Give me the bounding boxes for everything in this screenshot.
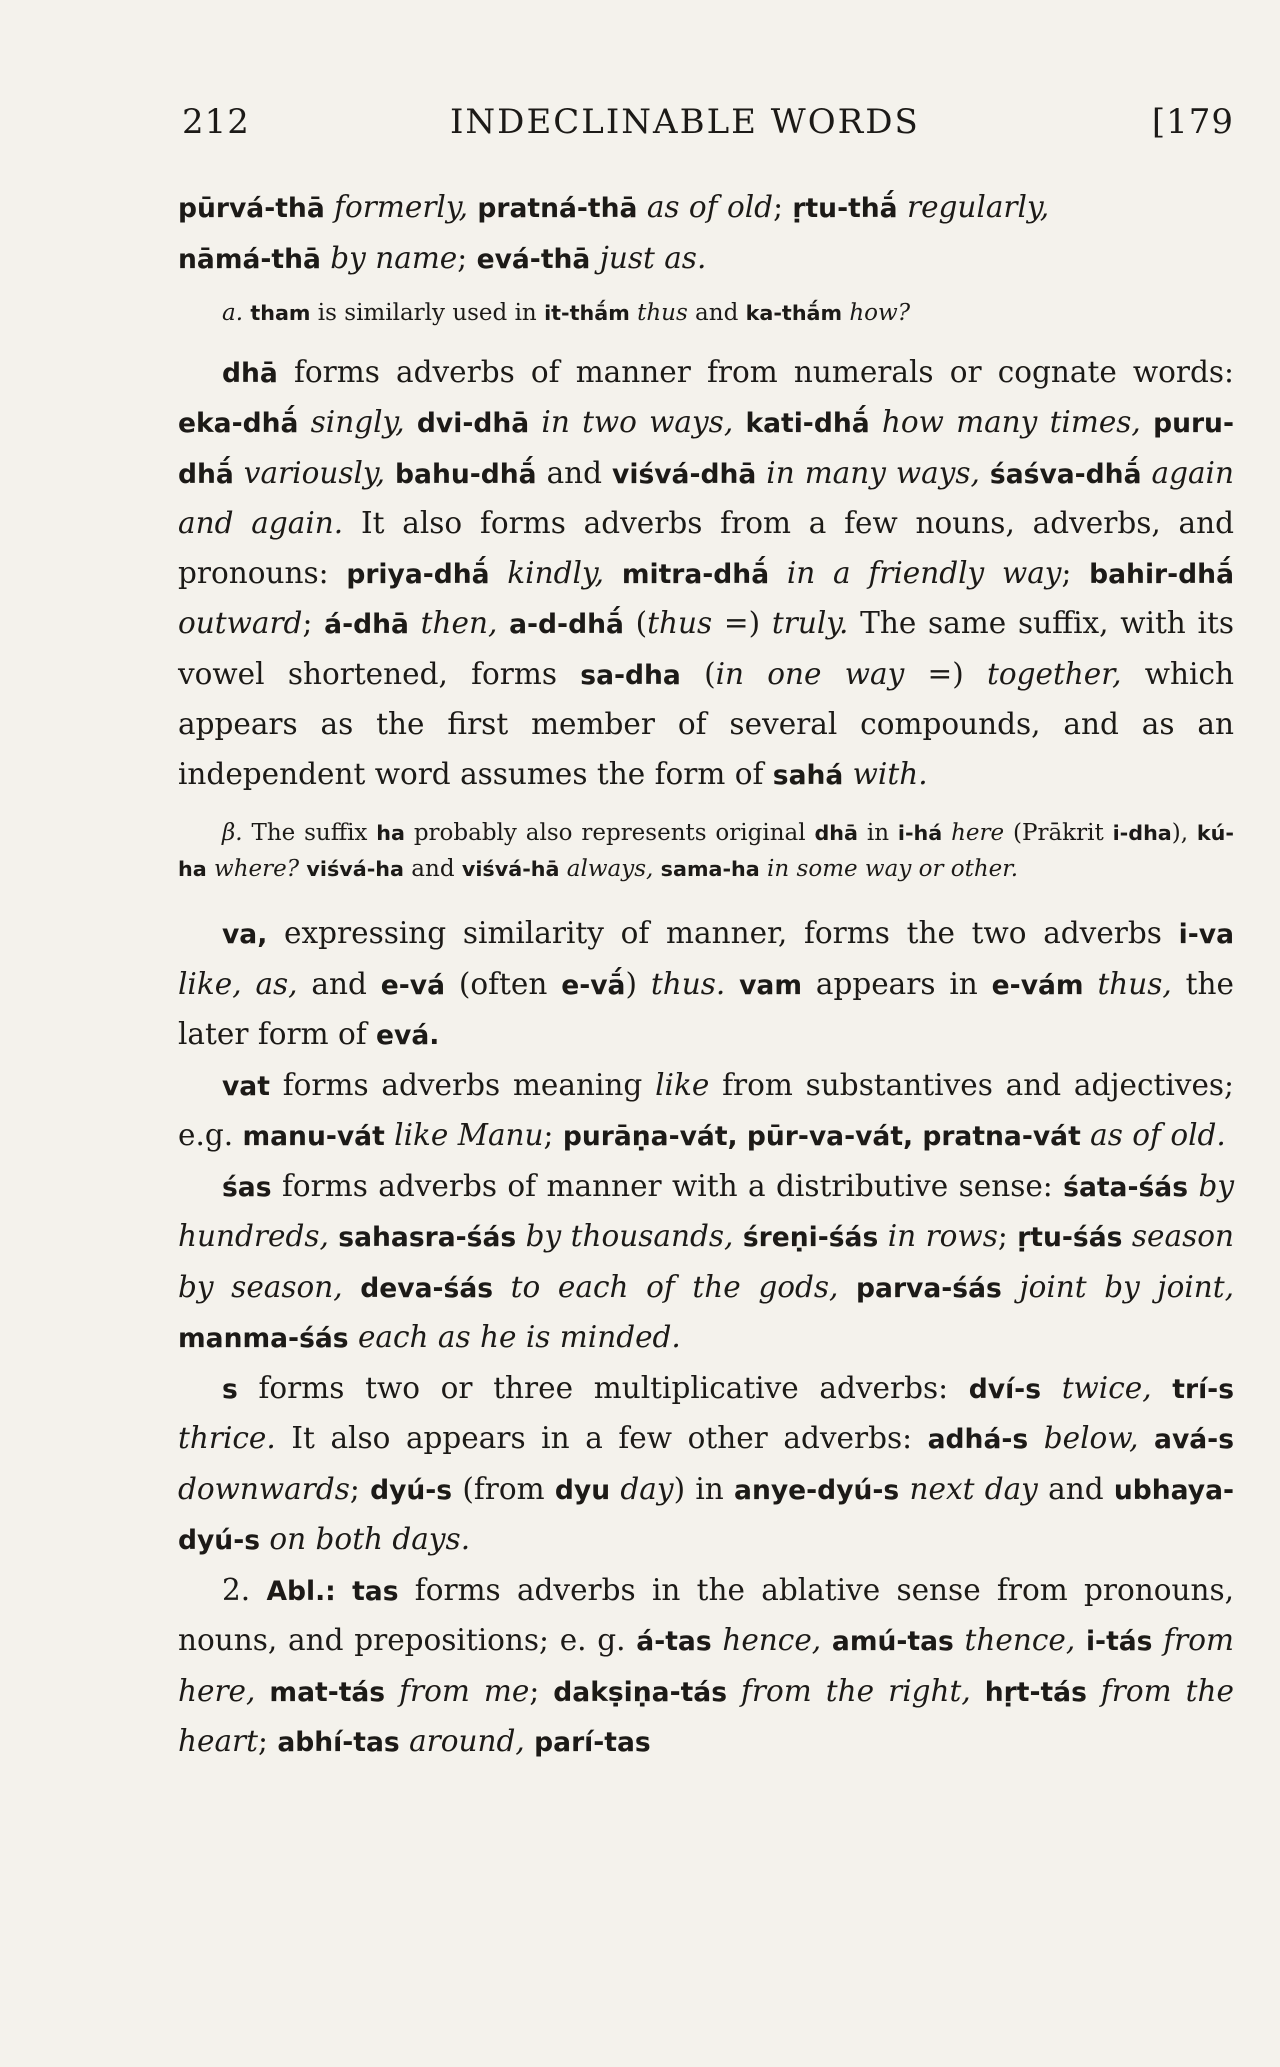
text-run: the later form of bbox=[178, 966, 1234, 1051]
gloss: below, bbox=[1028, 1421, 1139, 1455]
gloss: in rows bbox=[878, 1219, 998, 1253]
gloss: just as. bbox=[590, 240, 707, 275]
sanskrit-term: mitra-dhā́ bbox=[621, 558, 770, 590]
sanskrit-term: ṛtu-thā́ bbox=[792, 193, 898, 224]
text-run: The same suffix, with its vowel shortened, forms bbox=[178, 606, 1234, 691]
sanskrit-term: Abl.: bbox=[266, 1575, 336, 1607]
text-run: (from bbox=[452, 1471, 555, 1506]
text-run: ; bbox=[349, 1471, 371, 1506]
text-run: ) bbox=[625, 966, 651, 1001]
gloss: from the right, bbox=[727, 1673, 971, 1708]
text-run bbox=[838, 1270, 856, 1304]
gloss: thus = bbox=[647, 606, 749, 640]
paragraph-tha-examples-cont bbox=[178, 234, 1234, 285]
sanskrit-term: tham bbox=[250, 301, 311, 325]
sanskrit-term: priya-dhā́ bbox=[346, 558, 490, 590]
sanskrit-term: śas bbox=[222, 1171, 272, 1203]
gloss: thus bbox=[629, 300, 688, 326]
sanskrit-term: pratná-thā bbox=[477, 193, 638, 224]
text-run: forms adverbs in the ablative sense from pronouns, nouns, and prepositions; e. g. bbox=[178, 1572, 1234, 1657]
text-run bbox=[497, 606, 509, 640]
text-run: ; bbox=[529, 1673, 554, 1708]
text-run: ; bbox=[1061, 555, 1090, 590]
paragraph-dha bbox=[178, 348, 1234, 801]
gloss: season by season, bbox=[178, 1219, 1234, 1304]
sanskrit-term: i-há bbox=[897, 821, 943, 845]
sanskrit-term: ṛtu-śás bbox=[1017, 1222, 1123, 1253]
section-number: [179 bbox=[1151, 102, 1234, 142]
sanskrit-term: abhí-tas bbox=[277, 1727, 400, 1758]
gloss: β. bbox=[222, 820, 243, 846]
text-run: ; bbox=[258, 1724, 278, 1758]
gloss: outward bbox=[178, 606, 303, 640]
text-run: from substantives and adjectives; e.g. bbox=[178, 1067, 1234, 1152]
sanskrit-term: śaśva-dhā́ bbox=[989, 458, 1142, 490]
gloss: to each of the gods, bbox=[493, 1269, 839, 1304]
text-run: 2. bbox=[222, 1572, 267, 1607]
page-number: 212 bbox=[182, 102, 250, 142]
sanskrit-term: deva-śás bbox=[360, 1272, 494, 1304]
gloss: how many times, bbox=[869, 405, 1141, 439]
gloss: by hundreds, bbox=[178, 1168, 1234, 1253]
gloss: with. bbox=[843, 756, 928, 791]
text-run: in bbox=[857, 820, 898, 846]
gloss: singly, bbox=[298, 405, 405, 439]
text-run bbox=[468, 190, 477, 224]
paragraph-tha-examples bbox=[178, 183, 1234, 234]
sanskrit-term: evá-thā bbox=[476, 243, 591, 275]
sanskrit-term: trí-s bbox=[1172, 1373, 1234, 1405]
sanskrit-term: e-vá bbox=[380, 969, 445, 1001]
gloss: thus, bbox=[1083, 966, 1172, 1001]
text-run: It also forms adverbs from a few nouns, adverbs, and pronouns: bbox=[178, 506, 1234, 590]
running-header bbox=[182, 102, 1234, 152]
sanskrit-term: bahu-dhā́ bbox=[395, 458, 537, 490]
gloss: always, bbox=[559, 855, 654, 882]
sanskrit-term: va, bbox=[222, 919, 268, 950]
sanskrit-term: dyu bbox=[554, 1474, 611, 1506]
text-run bbox=[733, 1219, 742, 1253]
gloss: in one way = bbox=[715, 656, 953, 691]
text-run: (often bbox=[445, 966, 562, 1001]
text-run: ; bbox=[997, 1219, 1018, 1253]
text-run: (Prākrit bbox=[1004, 820, 1113, 846]
gloss: joint by joint, bbox=[1001, 1269, 1235, 1304]
text-run bbox=[1075, 1623, 1086, 1657]
gloss: kindly, bbox=[489, 555, 605, 590]
text-run: expressing similarity of manner, forms the two adverbs bbox=[267, 916, 1179, 950]
text-run bbox=[343, 1270, 361, 1304]
sanskrit-term: sa-dha bbox=[580, 659, 681, 691]
text-run: forms two or three multiplicative adverbs: bbox=[237, 1370, 969, 1405]
sanskrit-term: ka-thā́m bbox=[745, 301, 843, 325]
running-title: INDECLINABLE WORDS bbox=[450, 102, 920, 142]
sanskrit-term: mat-tás bbox=[269, 1676, 386, 1708]
gloss: together, bbox=[987, 656, 1122, 691]
sanskrit-term: á-tas bbox=[636, 1626, 712, 1657]
paragraph-s bbox=[178, 1364, 1234, 1566]
sanskrit-term: á-dhā bbox=[324, 609, 409, 640]
text-run: forms adverbs meaning bbox=[269, 1067, 656, 1102]
text-run bbox=[405, 405, 417, 439]
gloss: on both days. bbox=[260, 1522, 471, 1556]
page-body bbox=[178, 183, 1234, 1768]
sanskrit-term: manma-śás bbox=[178, 1323, 349, 1354]
text-run bbox=[971, 1674, 985, 1708]
gloss: thus. bbox=[650, 966, 726, 1001]
sanskrit-term: nāmá-thā bbox=[178, 243, 321, 275]
text-run bbox=[604, 556, 622, 590]
sanskrit-term: parí-tas bbox=[534, 1727, 651, 1758]
gloss: downwards bbox=[178, 1471, 350, 1506]
gloss: like bbox=[655, 1067, 710, 1102]
sanskrit-term: sahá bbox=[772, 759, 844, 791]
paragraph-sas bbox=[178, 1162, 1234, 1364]
gloss: thence, bbox=[953, 1623, 1076, 1657]
text-run bbox=[725, 967, 739, 1001]
gloss: thrice. bbox=[178, 1421, 276, 1455]
gloss: where? bbox=[206, 855, 300, 882]
sanskrit-term: vam bbox=[739, 969, 802, 1001]
gloss: around, bbox=[399, 1724, 525, 1758]
text-run: ( bbox=[623, 606, 648, 640]
text-run: The suffix bbox=[242, 820, 377, 846]
sanskrit-term: sama-ha bbox=[660, 856, 760, 881]
text-run bbox=[525, 1724, 534, 1758]
paragraph-va bbox=[178, 909, 1234, 1061]
sanskrit-term: avá-s bbox=[1154, 1424, 1234, 1455]
sanskrit-term: tas bbox=[352, 1575, 399, 1607]
sanskrit-term: dhā bbox=[222, 357, 278, 389]
sanskrit-term: kati-dhā́ bbox=[745, 408, 870, 439]
gloss: hence, bbox=[711, 1623, 822, 1657]
sanskrit-term: ubhaya-dyú-s bbox=[178, 1474, 1235, 1556]
text-run: appears in bbox=[802, 966, 992, 1001]
gloss: truly. bbox=[771, 606, 849, 640]
gloss: like, as, bbox=[178, 966, 298, 1001]
text-run: is similarly used in bbox=[310, 300, 545, 326]
text-run bbox=[980, 456, 990, 490]
text-run: ( bbox=[680, 656, 716, 691]
text-run bbox=[653, 856, 660, 882]
gloss: again and again. bbox=[178, 455, 1234, 540]
text-run: ) bbox=[952, 656, 987, 691]
text-run: probably also represents original bbox=[404, 820, 815, 846]
sanskrit-term: a-d-dhā́ bbox=[509, 609, 624, 640]
gloss: in two ways, bbox=[529, 405, 734, 439]
sanskrit-term: amú-tas bbox=[831, 1626, 954, 1657]
text-run: and bbox=[1037, 1471, 1114, 1506]
text-run: ; bbox=[773, 190, 793, 224]
sanskrit-term: s bbox=[222, 1373, 238, 1405]
text-run: which appears as the first member of several compounds, and as an independent word assumes the form of bbox=[178, 656, 1234, 791]
text-run bbox=[329, 1219, 338, 1253]
text-run bbox=[1138, 1421, 1154, 1455]
sanskrit-term: parva-śás bbox=[856, 1272, 1002, 1304]
gloss: by name bbox=[320, 240, 458, 275]
text-run bbox=[255, 1674, 269, 1708]
sanskrit-term: eka-dhā́ bbox=[178, 408, 299, 439]
gloss: how? bbox=[842, 300, 911, 326]
text-run bbox=[385, 456, 395, 490]
text-run: ) in bbox=[673, 1471, 735, 1506]
sanskrit-term: viśvá-dhā bbox=[612, 458, 757, 490]
text-run: ; bbox=[302, 606, 325, 640]
sanskrit-term: dvi-dhā bbox=[416, 408, 530, 439]
text-run: ), bbox=[1171, 820, 1197, 846]
gloss: next day bbox=[899, 1471, 1038, 1506]
text-run: forms adverbs of manner from numerals or cognate words: bbox=[277, 354, 1234, 389]
sanskrit-term: sahasra-śás bbox=[338, 1222, 517, 1253]
sanskrit-term: vat bbox=[222, 1070, 270, 1102]
text-run bbox=[733, 405, 745, 439]
gloss: here bbox=[942, 820, 1005, 846]
text-run: ) bbox=[748, 606, 772, 640]
gloss: from me bbox=[385, 1673, 530, 1708]
text-run: forms adverbs of manner with a distributive sense: bbox=[271, 1168, 1064, 1203]
gloss: in some way or other. bbox=[759, 855, 1019, 882]
gloss: like Manu bbox=[384, 1118, 544, 1152]
gloss: formerly, bbox=[324, 190, 468, 224]
text-run bbox=[336, 1573, 352, 1607]
sanskrit-term: bahir-dhā́ bbox=[1089, 558, 1234, 590]
sanskrit-term: i-dha bbox=[1112, 821, 1172, 845]
text-run: and bbox=[687, 300, 746, 326]
sanskrit-term: dví-s bbox=[968, 1373, 1041, 1405]
gloss: as of old bbox=[637, 190, 774, 224]
sanskrit-term: adhá-s bbox=[927, 1424, 1029, 1455]
text-run: and bbox=[403, 855, 462, 882]
sanskrit-term: pūrvá-thā bbox=[178, 193, 325, 224]
gloss: twice, bbox=[1041, 1370, 1152, 1405]
sanskrit-term: anye-dyú-s bbox=[734, 1474, 900, 1506]
sanskrit-term: viśvá-ha bbox=[306, 856, 404, 881]
gloss: from the heart bbox=[178, 1673, 1234, 1758]
note-beta bbox=[178, 816, 1234, 887]
sanskrit-term: manu-vát bbox=[242, 1121, 385, 1152]
paragraph-ablative bbox=[178, 1566, 1234, 1768]
sanskrit-term: i-va bbox=[1178, 919, 1234, 950]
gloss: then, bbox=[408, 606, 498, 640]
text-run: and bbox=[536, 455, 613, 490]
text-run: ; bbox=[457, 240, 477, 275]
gloss: each as he is minded. bbox=[348, 1320, 681, 1354]
sanskrit-term: hṛt-tás bbox=[984, 1676, 1087, 1708]
sanskrit-term: śata-śás bbox=[1063, 1171, 1189, 1203]
sanskrit-term: e-vā́ bbox=[561, 969, 626, 1001]
gloss: regularly, bbox=[897, 190, 1050, 224]
text-run: It also appears in a few other adverbs: bbox=[275, 1421, 928, 1455]
gloss: as of old. bbox=[1080, 1118, 1226, 1152]
sanskrit-term: dyú-s bbox=[370, 1474, 453, 1506]
sanskrit-term: ha bbox=[376, 821, 405, 845]
gloss: variously, bbox=[233, 455, 386, 490]
text-run bbox=[1141, 405, 1153, 439]
sanskrit-term: dhā bbox=[814, 821, 858, 845]
sanskrit-term: it-thā́m bbox=[544, 301, 630, 325]
gloss: from here, bbox=[178, 1623, 1234, 1708]
paragraph-vat bbox=[178, 1061, 1234, 1162]
text-run: ; bbox=[543, 1118, 563, 1152]
gloss: in a friendly way bbox=[769, 555, 1062, 590]
text-run: and bbox=[297, 966, 381, 1001]
gloss: in many ways, bbox=[756, 455, 980, 490]
gloss: by thousands, bbox=[516, 1219, 734, 1253]
gloss: a. bbox=[222, 300, 244, 326]
sanskrit-term: śreṇi-śás bbox=[742, 1222, 879, 1253]
note-alpha bbox=[178, 296, 1234, 332]
sanskrit-term: evá. bbox=[376, 1020, 440, 1051]
sanskrit-term: puru-dhā́ bbox=[178, 408, 1234, 490]
sanskrit-term: i-tás bbox=[1085, 1626, 1153, 1657]
sanskrit-term: dakṣiṇa-tás bbox=[553, 1676, 727, 1708]
sanskrit-term: purāṇa-vát, pūr-va-vát, pratna-vát bbox=[562, 1121, 1081, 1152]
sanskrit-term: viśvá-hā bbox=[461, 856, 560, 881]
sanskrit-term: kú-ha bbox=[178, 821, 1234, 881]
text-run bbox=[1152, 1371, 1173, 1405]
sanskrit-term: e-vám bbox=[991, 969, 1084, 1001]
gloss: day bbox=[610, 1471, 674, 1506]
text-run bbox=[821, 1623, 832, 1657]
